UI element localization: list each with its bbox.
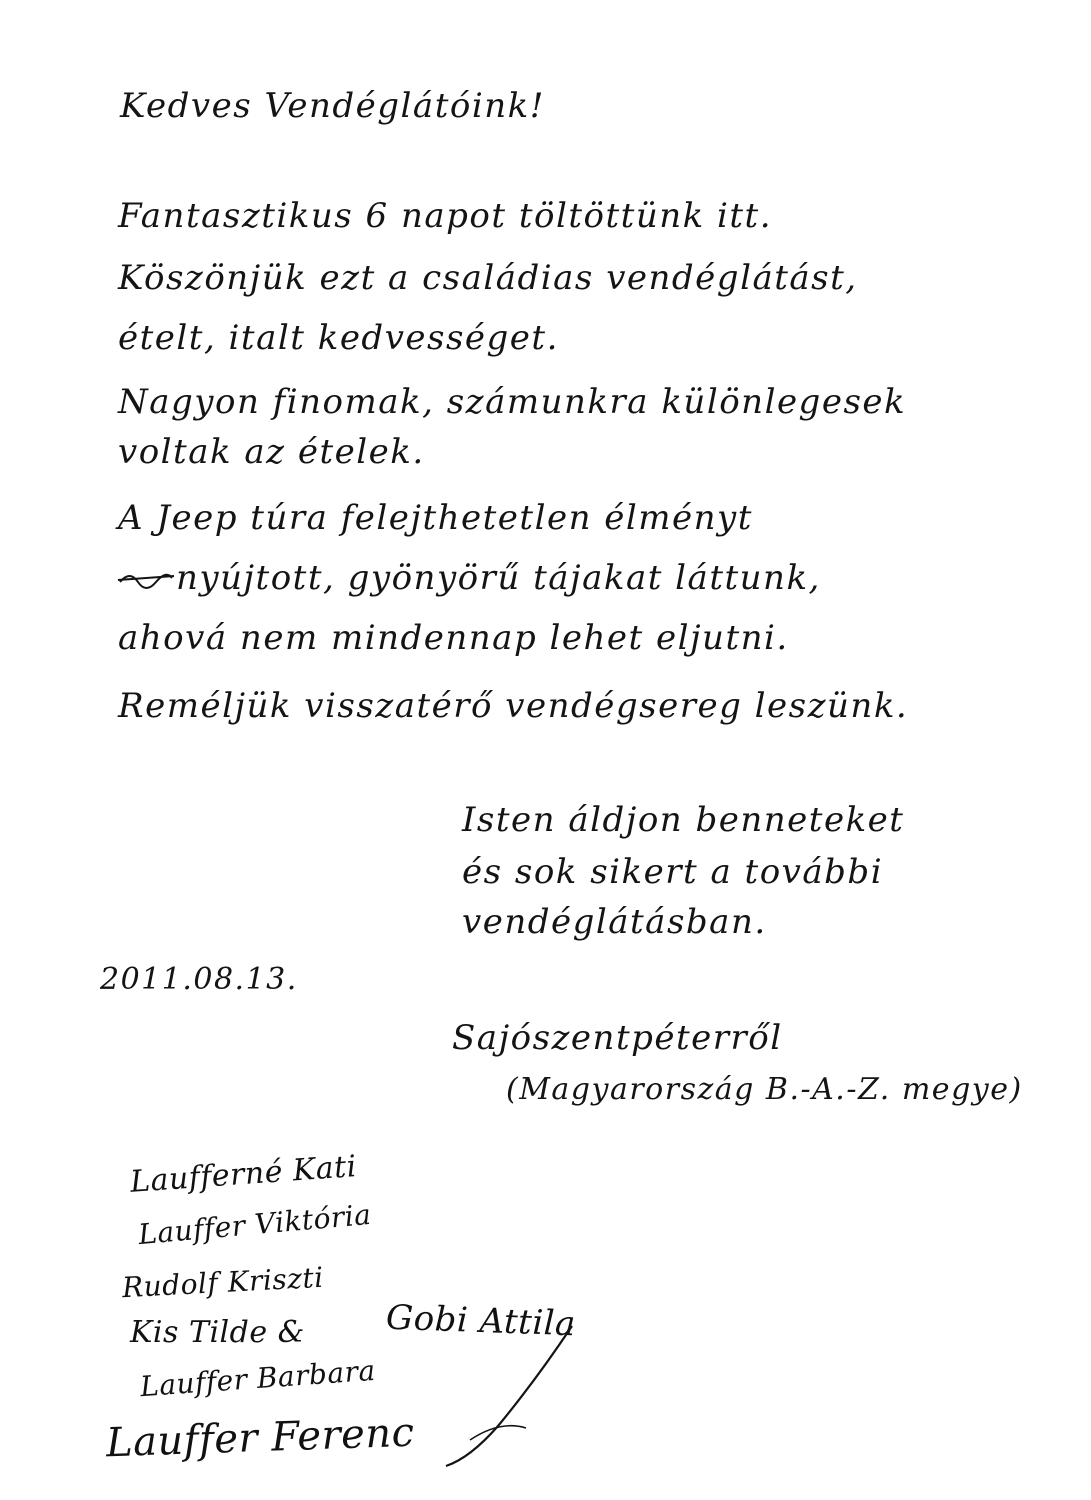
letter-line: A Jeep túra felejthetetlen élményt <box>118 498 753 538</box>
signature: Lauffer Barbara <box>139 1353 377 1404</box>
blessing-line: Isten áldjon benneteket <box>462 800 905 840</box>
letter-line: voltak az ételek. <box>118 432 425 472</box>
signature-flourish <box>440 1320 580 1470</box>
salutation: Kedves Vendéglátóink! <box>120 86 545 126</box>
origin-line: Sajószentpéterről <box>452 1018 783 1058</box>
origin-line: (Magyarország B.-A.-Z. megye) <box>506 1072 1023 1107</box>
letter-line: ahová nem mindennap lehet eljutni. <box>118 618 789 658</box>
letter-date: 2011.08.13. <box>100 962 298 997</box>
signature: Laufferné Kati <box>129 1149 358 1200</box>
crossed-out-word <box>116 560 176 600</box>
signature: Lauffer Viktória <box>136 1197 373 1252</box>
signature: Kis Tilde & <box>130 1315 305 1350</box>
signature: Lauffer Ferenc <box>105 1409 416 1467</box>
letter-line: nyújtott, gyönyörű tájakat láttunk, <box>176 558 821 598</box>
letter-line: Nagyon finomak, számunkra különlegesek <box>118 382 907 422</box>
letter-line: ételt, italt kedvességet. <box>118 318 559 358</box>
letter-line: Köszönjük ezt a családias vendéglátást, <box>118 258 858 298</box>
signature: Gobi Attila <box>385 1297 577 1345</box>
blessing-line: vendéglátásban. <box>462 902 767 942</box>
blessing-line: és sok sikert a további <box>462 852 884 892</box>
letter-line: Reméljük visszatérő vendégsereg leszünk. <box>118 686 909 726</box>
letter-line: Fantasztikus 6 napot töltöttünk itt. <box>118 196 773 236</box>
signature: Rudolf Kriszti <box>121 1260 325 1305</box>
